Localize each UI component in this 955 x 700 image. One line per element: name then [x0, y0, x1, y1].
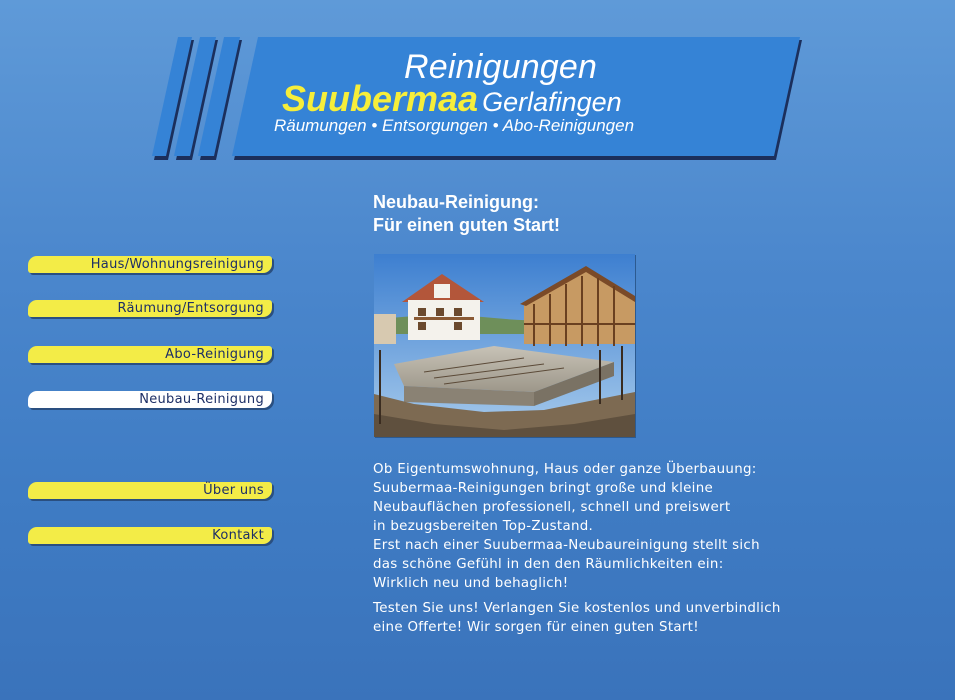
- banner-services: Räumungen • Entsorgungen • Abo-Reinigungen: [274, 116, 635, 135]
- logo-banner: [150, 34, 810, 164]
- paragraph-line: Ob Eigentumswohnung, Haus oder ganze Überbauung:: [373, 462, 757, 477]
- paragraph-line: Wirklich neu und behaglich!: [373, 576, 569, 591]
- body-text: [373, 460, 843, 637]
- nav-item-ueber-uns[interactable]: Über uns: [28, 482, 272, 499]
- nav-item-raeumung-entsorgung[interactable]: Räumung/Entsorgung: [28, 300, 272, 317]
- brand-name: Suubermaa: [282, 78, 479, 119]
- paragraph-line: das schöne Gefühl in den den Räumlichkeiten ein:: [373, 557, 724, 572]
- banner-title: Reinigungen: [404, 48, 598, 86]
- intro-paragraph: [373, 460, 843, 593]
- headline-line-2: Für einen guten Start!: [373, 215, 561, 235]
- nav-item-abo-reinigung[interactable]: Abo-Reinigung: [28, 346, 272, 363]
- page-headline: [373, 191, 560, 237]
- nav-item-neubau-reinigung[interactable]: Neubau-Reinigung: [28, 391, 272, 408]
- headline-line-1: Neubau-Reinigung:: [373, 192, 539, 212]
- call-to-action-paragraph: [373, 599, 843, 637]
- nav-item-haus-wohnungsreinigung[interactable]: Haus/Wohnungsreinigung: [28, 256, 272, 273]
- paragraph-line: Erst nach einer Suubermaa-Neubaureinigung stellt sich: [373, 538, 760, 553]
- paragraph-line: Neubauflächen professionell, schnell und preiswert: [373, 500, 731, 515]
- paragraph-line: in bezugsbereiten Top-Zustand.: [373, 519, 594, 534]
- paragraph-line: Suubermaa-Reinigungen bringt große und kleine: [373, 481, 714, 496]
- construction-site-photo: [374, 254, 635, 437]
- brand-town: Gerlafingen: [482, 87, 622, 117]
- paragraph-line: Testen Sie uns! Verlangen Sie kostenlos und unverbindlich: [373, 601, 781, 616]
- banner-brand-line: [282, 78, 622, 120]
- nav-item-kontakt[interactable]: Kontakt: [28, 527, 272, 544]
- paragraph-line: eine Offerte! Wir sorgen für einen guten Start!: [373, 620, 699, 635]
